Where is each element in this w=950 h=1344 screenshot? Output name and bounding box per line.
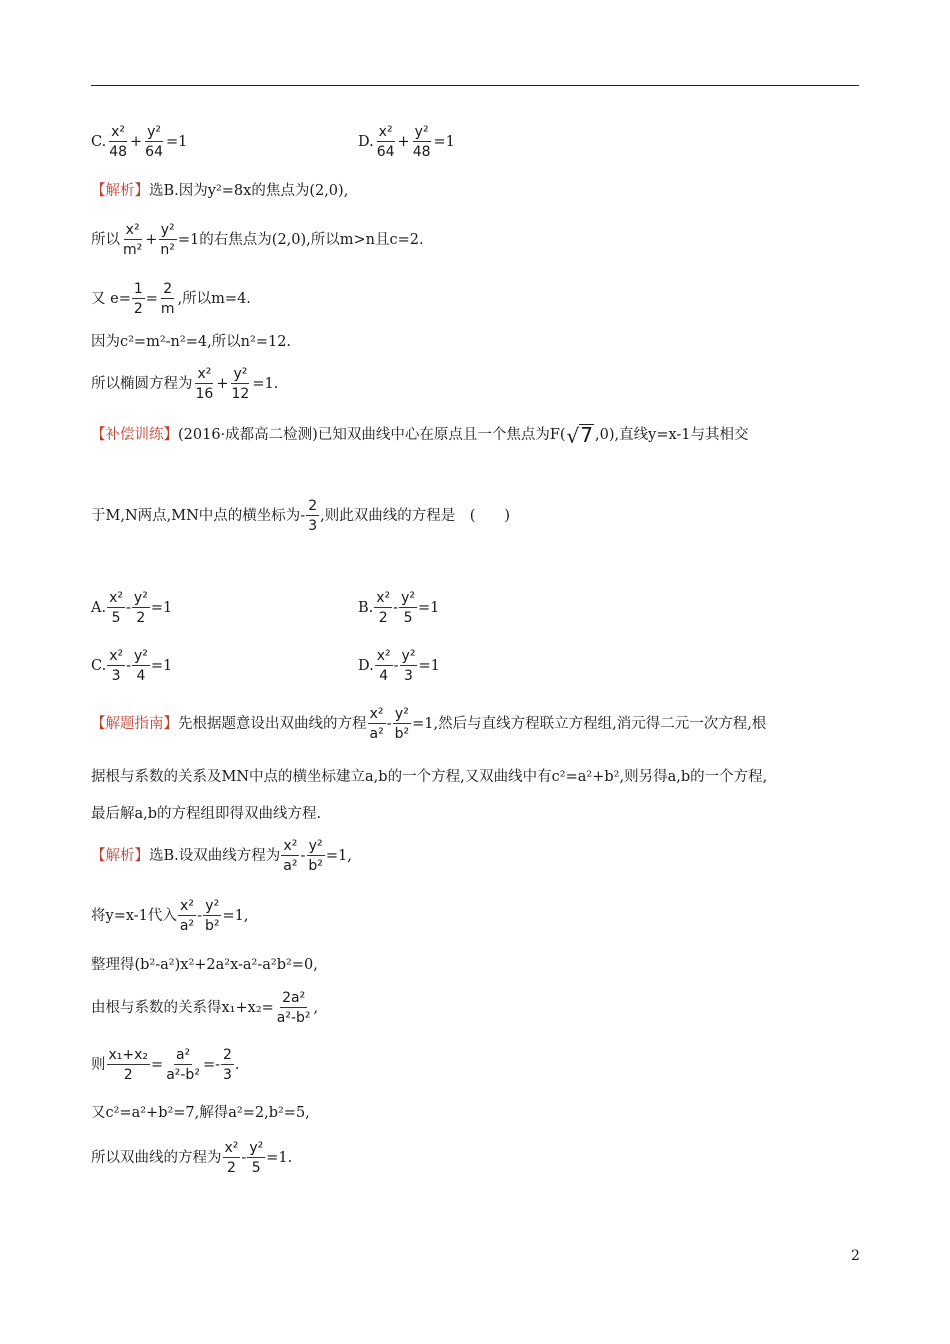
- fraction: $\frac{\text{x²}}{2}$: [224, 1140, 239, 1176]
- fraction: $\frac{\text{x²}}{5}$: [109, 590, 123, 626]
- page-number: 2: [851, 1248, 860, 1264]
- option-d: D. $\frac{\text{x²}}{4}$ - $\frac{\text{y²}}{3}$ =1: [358, 648, 440, 684]
- fraction: $\frac{\text{x²}}{\text{a²}}$: [283, 838, 298, 874]
- fraction: $\frac{\text{y²}}{5}$: [249, 1140, 264, 1176]
- fraction: $\frac{\text{x²}}{\text{a²}}$: [179, 898, 195, 934]
- question-line-1: 【补偿训练】 (2016·成都高二检测)已知双曲线中心在原点且一个焦点为F( √ 7 ,0),直线y=x-1与其相交: [91, 423, 749, 448]
- sqrt-symbol: √ 7: [566, 423, 594, 448]
- answer-line-3: 整理得(b²-a²)x²+2a²x-a²-a²b²=0,: [91, 957, 318, 973]
- fraction: $\frac{\text{a²}}{\text{a²-b²}}$: [166, 1047, 200, 1083]
- fraction: $\frac{1}{2}$: [133, 281, 143, 317]
- fraction: $\frac{\text{x₁+x₂}}{2}$: [108, 1047, 149, 1083]
- option-c: C. $\frac{\text{x²}}{3}$ - $\frac{\text{y²}}{4}$ =1: [91, 648, 173, 684]
- fraction: $\frac{2}{m}$: [160, 281, 175, 317]
- answer-line-4: 由根与系数的关系得x₁+x₂= $\frac{\text{2a²}}{\text{a²-b²}}$ ,: [91, 990, 319, 1026]
- question-line-2: 于M,N两点,MN中点的横坐标为- $\frac{2}{3}$ ,则此双曲线的方程是 ( ): [91, 498, 511, 534]
- fraction: $\frac{\text{x²}}{3}$: [109, 648, 124, 684]
- practice-tag: 【补偿训练】: [91, 426, 178, 443]
- guide-line-2: 据根与系数的关系及MN中点的横坐标建立a,b的一个方程,又双曲线中有c²=a²+b²,则另得a,b的一个方程,: [91, 769, 768, 785]
- fraction: $\frac{\text{x²}}{48}$: [109, 124, 128, 160]
- fraction: $\frac{\text{2a²}}{\text{a²-b²}}$: [276, 990, 311, 1026]
- fraction: $\frac{\text{y²}}{48}$: [412, 124, 431, 160]
- fraction: $\frac{\text{y²}}{\text{b²}}$: [205, 898, 220, 934]
- solution-line-4: 因为c²=m²-n²=4,所以n²=12.: [91, 334, 292, 350]
- fraction: $\frac{2}{3}$: [308, 498, 318, 534]
- solution-line-2: 所以 $\frac{\text{x²}}{\text{m²}}$ + $\frac{\text{y²}}{\text{n²}}$ =1的右焦点为(2,0),所以m>n且c=2.: [91, 222, 424, 258]
- option-b: B. $\frac{\text{x²}}{2}$ - $\frac{\text{y²}}{5}$ =1: [358, 590, 440, 626]
- fraction: $\frac{\text{y²}}{12}$: [231, 366, 250, 402]
- answer-line-5: 则 $\frac{\text{x₁+x₂}}{2}$ = $\frac{\text{a²}}{\text{a²-b²}}$ =- $\frac{2}{3}$ .: [91, 1047, 240, 1083]
- answer-line-1: 【解析】 选B.设双曲线方程为 $\frac{\text{x²}}{\text{a²}}$ - $\frac{\text{y²}}{\text{b²}}$ =1,: [91, 838, 352, 874]
- answer-line-2: 将y=x-1代入 $\frac{\text{x²}}{\text{a²}}$ - $\frac{\text{y²}}{\text{b²}}$ =1,: [91, 898, 249, 934]
- guide-tag: 【解题指南】: [91, 716, 178, 732]
- answer-line-6: 又c²=a²+b²=7,解得a²=2,b²=5,: [91, 1105, 310, 1121]
- fraction: $\frac{2}{3}$: [223, 1047, 232, 1083]
- fraction: $\frac{\text{x²}}{\text{a²}}$: [369, 706, 384, 742]
- fraction: $\frac{\text{x²}}{\text{m²}}$: [123, 222, 143, 258]
- fraction: $\frac{\text{y²}}{64}$: [145, 124, 163, 160]
- fraction: $\frac{\text{x²}}{2}$: [376, 590, 391, 626]
- solution-line-5: 所以椭圆方程为 $\frac{\text{x²}}{16}$ + $\frac{\text{y²}}{12}$ =1.: [91, 366, 279, 402]
- option-c-ellipse: C. $\frac{\text{x²}}{48}$ + $\frac{\text{y²}}{64}$ =1: [91, 124, 188, 160]
- solution-tag: 【解析】: [91, 183, 149, 199]
- fraction: $\frac{\text{y²}}{2}$: [133, 590, 148, 626]
- answer-line-7: 所以双曲线的方程为 $\frac{\text{x²}}{2}$ - $\frac{\text{y²}}{5}$ =1.: [91, 1140, 293, 1176]
- solution-line-3: 又 e= $\frac{1}{2}$ = $\frac{2}{m}$ ,所以m=4.: [91, 281, 251, 317]
- guide-line-1: 【解题指南】 先根据题意设出双曲线的方程 $\frac{\text{x²}}{\text{a²}}$ - $\frac{\text{y²}}{\text{b²}}$ =1,然后与直线方程联立方程组,消元得二元一次方程,根: [91, 706, 767, 742]
- fraction: $\frac{\text{x²}}{16}$: [195, 366, 214, 402]
- fraction: $\frac{\text{x²}}{64}$: [376, 124, 395, 160]
- fraction: $\frac{\text{y²}}{\text{b²}}$: [308, 838, 323, 874]
- option-a: A. $\frac{\text{x²}}{5}$ - $\frac{\text{y²}}{2}$ =1: [91, 590, 173, 626]
- option-d-ellipse: D. $\frac{\text{x²}}{64}$ + $\frac{\text{y²}}{48}$ =1: [358, 124, 455, 160]
- fraction: $\frac{\text{y²}}{\text{b²}}$: [394, 706, 410, 742]
- fraction: $\frac{\text{y²}}{3}$: [401, 648, 416, 684]
- fraction: $\frac{\text{y²}}{5}$: [401, 590, 415, 626]
- guide-line-3: 最后解a,b的方程组即得双曲线方程.: [91, 806, 322, 822]
- solution-line-1: 【解析】 选B.因为y²=8x的焦点为(2,0),: [91, 183, 349, 199]
- fraction: $\frac{\text{x²}}{4}$: [376, 648, 391, 684]
- header-rule: [91, 85, 859, 86]
- fraction: $\frac{\text{y²}}{4}$: [134, 648, 148, 684]
- fraction: $\frac{\text{y²}}{\text{n²}}$: [160, 222, 175, 258]
- answer-tag: 【解析】: [91, 848, 149, 864]
